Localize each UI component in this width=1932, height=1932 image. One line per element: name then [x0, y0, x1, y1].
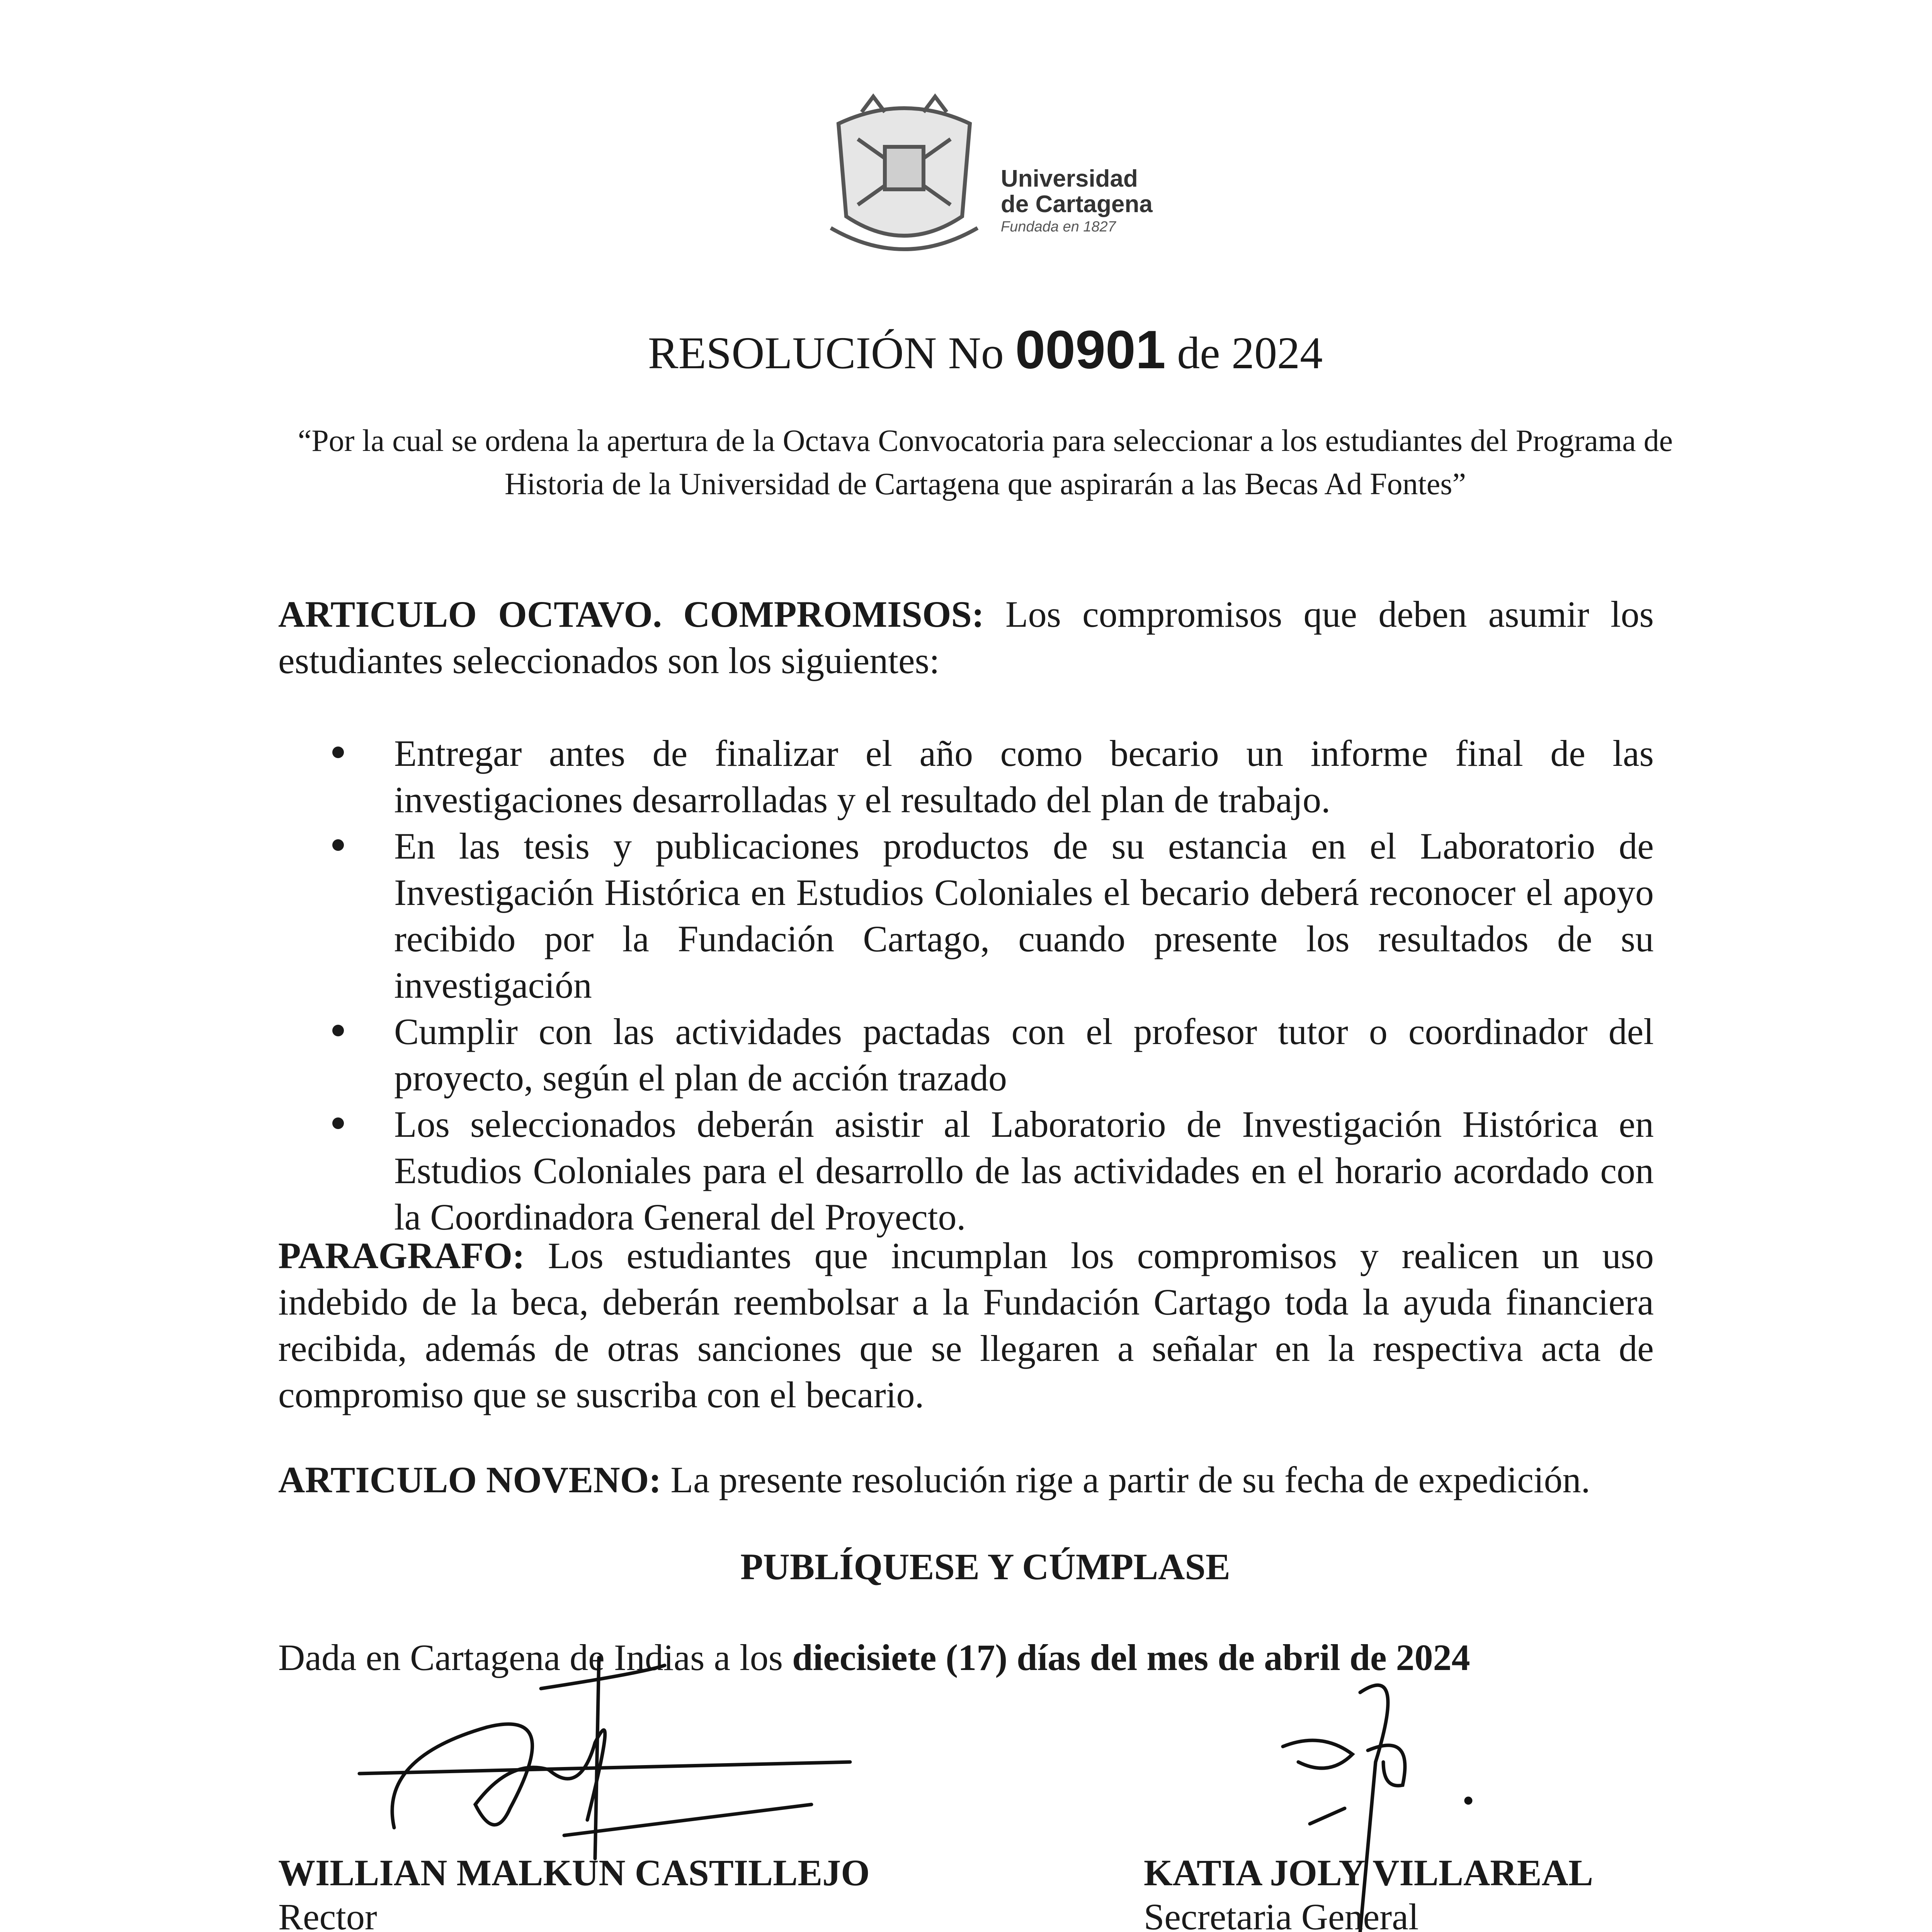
bullet-icon [332, 747, 344, 758]
university-subname: de Cartagena [1001, 191, 1153, 218]
rector-signature-block [278, 1851, 870, 1932]
article-nine-heading: ARTICULO NOVENO: [278, 1459, 662, 1500]
paragraph-section [278, 1233, 1654, 1418]
list-item: Cumplir con las actividades pactadas con el profesor tutor o coordinador del proyecto, según el plan de acción trazado [317, 1009, 1654, 1101]
dated-bold: diecisiete (17) días del mes de abril de 2024 [792, 1637, 1470, 1678]
bullet-icon [332, 1117, 344, 1129]
university-name: Universidad [1001, 165, 1138, 192]
dated-prefix: Dada en Cartagena de Indias a los [278, 1637, 793, 1678]
secretary-signature-block [1144, 1851, 1593, 1932]
paragraph-text: Los estudiantes que incumplan los compromisos y realicen un uso indebido de la beca, deberán reembolsar a la Fundación Cartago toda la ayuda financiera recibida, además de otras sanciones que se llegaren a señalar en la respectiva acta de compromiso que se suscriba con el becario. [278, 1235, 1654, 1415]
list-item: Los seleccionados deberán asistir al Laboratorio de Investigación Histórica en Estudios Coloniales para el desarrollo de las actividades en el horario acordado con la Coordinadora General del Proyecto. [317, 1101, 1654, 1240]
resolution-subtitle: “Por la cual se ordena la apertura de la Octava Convocatoria para seleccionar a los estudiantes del Programa de Historia de la Universidad de Cartagena que aspirarán a las Becas Ad Fontes” [298, 424, 1673, 501]
university-crest-icon [815, 89, 993, 267]
commitments-list [317, 730, 1654, 1240]
paragraph-heading: PARAGRAFO: [278, 1235, 525, 1276]
rector-role: Rector [278, 1896, 377, 1932]
secretary-role: Secretaria General [1144, 1896, 1419, 1932]
university-founded: Fundada en 1827 [1001, 219, 1116, 235]
article-eight-heading: ARTICULO OCTAVO. COMPROMISOS: [278, 594, 984, 635]
resolution-prefix: RESOLUCIÓN No [648, 328, 1015, 378]
list-item: En las tesis y publicaciones productos de su estancia en el Laboratorio de Investigación Histórica en Estudios Coloniales el becario deberá reconocer el apoyo recibido por la Fundación Cartago, cuando presente los resultados de su investigación [317, 823, 1654, 1009]
secretary-name: KATIA JOLY VILLAREAL [1144, 1852, 1594, 1893]
article-nine [278, 1457, 1654, 1503]
resolution-title [0, 321, 1932, 382]
article-eight-intro [278, 591, 1654, 684]
university-logo [815, 89, 1202, 267]
bullet-icon [332, 1025, 344, 1036]
logo-text [1001, 166, 1153, 236]
publish-heading: PUBLÍQUESE Y CÚMPLASE [740, 1546, 1230, 1587]
list-item: Entregar antes de finalizar el año como becario un informe final de las investigaciones desarrolladas y el resultado del plan de trabajo. [317, 730, 1654, 823]
bullet-icon [332, 839, 344, 851]
resolution-suffix: de 2024 [1165, 328, 1323, 378]
rector-name: WILLIAN MALKUN CASTILLEJO [278, 1852, 870, 1893]
resolution-number: 00901 [1015, 319, 1166, 380]
article-nine-text: La presente resolución rige a partir de su fecha de expedición. [661, 1459, 1590, 1500]
article-eight-text: Los compromisos que deben asumir los estudiantes seleccionados son los siguientes: [278, 594, 1654, 681]
